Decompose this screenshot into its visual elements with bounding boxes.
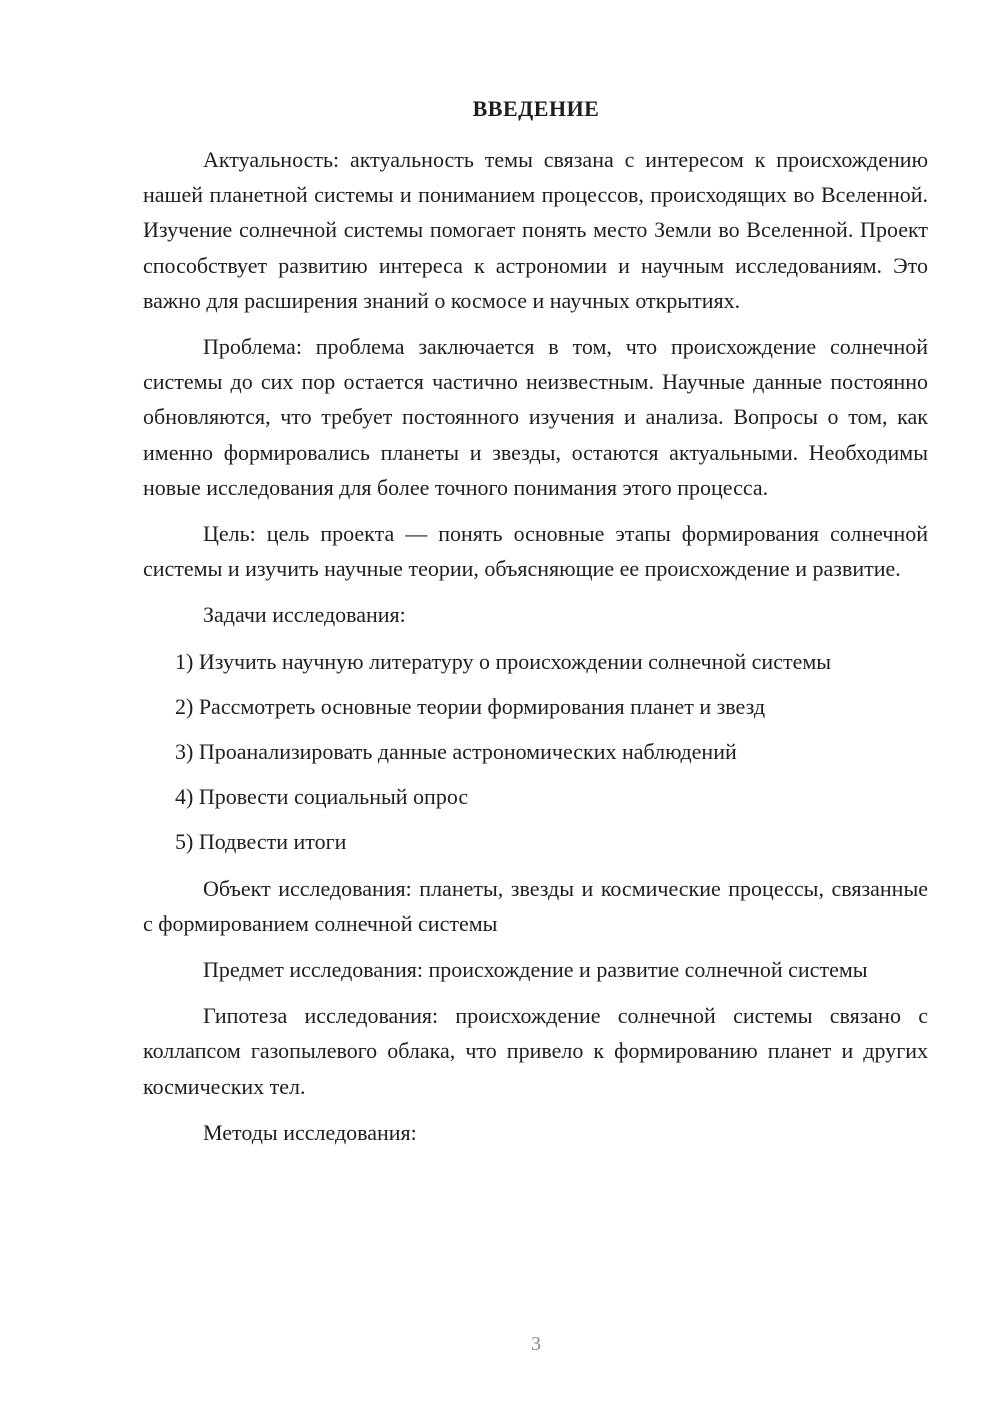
paragraph-goal: Цель: цель проекта — понять основные этапы формирования солнечной системы и изучить научные теории, объясняющие ее происхождение и развитие. xyxy=(143,521,928,582)
list-item: 4) Провести социальный опрос xyxy=(175,783,469,809)
paragraph-object: Объект исследования: планеты, звезды и космические процессы, связанные с формированием солнечной системы xyxy=(143,875,928,936)
paragraph-relevance: Актуальность: актуальность темы связана с интересом к происхождению нашей планетной системы и пониманием процессов, происходящих во Вселенной. Изучение солнечной системы помогает понять место Земли во Вселенной. Проект способствует развитию интереса к астрономии и научным исследованиям. Это важно для расширения знаний о космосе и научных открытиях. xyxy=(143,147,928,313)
paragraph-subject: Предмет исследования: происхождение и развитие солнечной системы xyxy=(203,957,868,983)
list-item: 2) Рассмотреть основные теории формирования планет и звезд xyxy=(175,693,766,719)
paragraph-problem: Проблема: проблема заключается в том, что происхождение солнечной системы до сих пор остается частично неизвестным. Научные данные постоянно обновляются, что требует постоянного изучения и анализа. Вопросы о том, как именно формировались планеты и звезды, остаются актуальными. Необходимы новые исследования для более точного понимания этого процесса. xyxy=(143,334,928,500)
page-title: ВВЕДЕНИЕ xyxy=(472,96,600,121)
paragraph-methods-heading: Методы исследования: xyxy=(203,1119,417,1145)
list-item: 5) Подвести итоги xyxy=(175,828,347,854)
list-item: 3) Проанализировать данные астрономических наблюдений xyxy=(175,738,737,764)
document-body xyxy=(143,142,928,1150)
paragraph-hypothesis: Гипотеза исследования: происхождение солнечной системы связано с коллапсом газопылевого облака, что привело к формированию планет и других космических тел. xyxy=(143,1003,928,1099)
tasks-list xyxy=(143,644,928,859)
paragraph-tasks-heading: Задачи исследования: xyxy=(203,602,406,628)
page-number: 3 xyxy=(531,1333,541,1355)
list-item: 1) Изучить научную литературу о происхождении солнечной системы xyxy=(175,648,832,674)
